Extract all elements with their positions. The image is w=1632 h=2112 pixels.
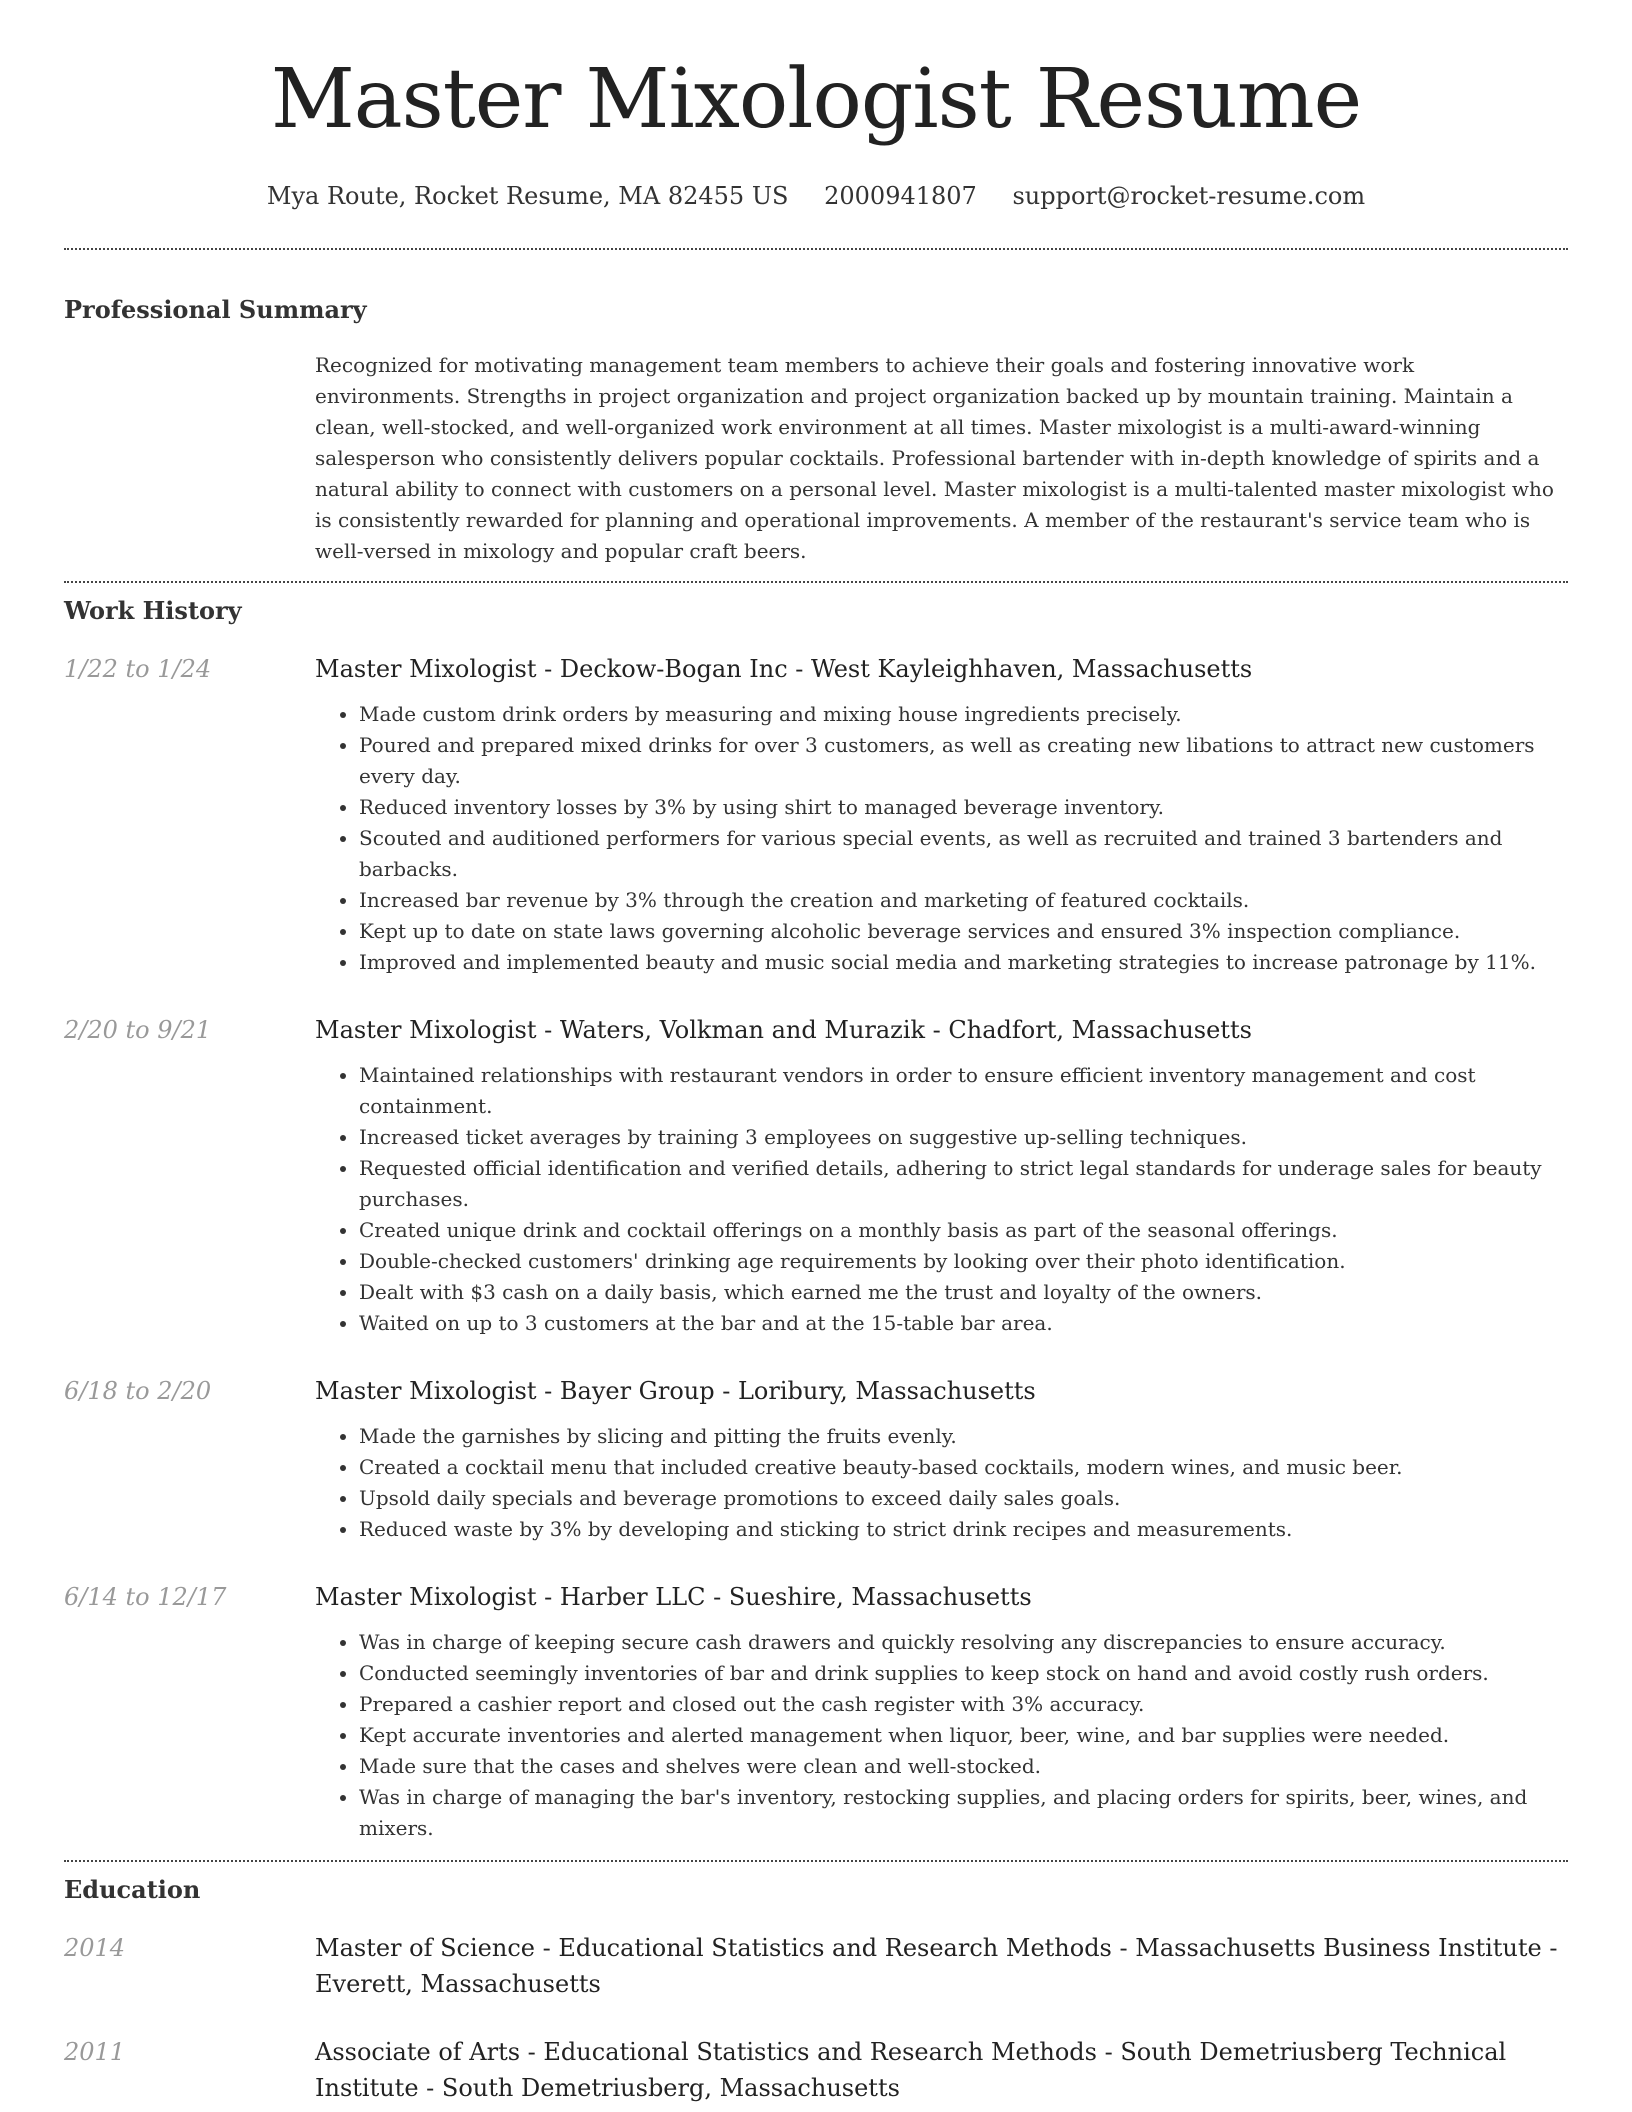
job-date: 2/20 to 9/21 bbox=[64, 1016, 212, 1044]
job-bullet: • Dealt with $3 cash on a daily basis, which earned me the trust and loyalty of the owners. bbox=[359, 1277, 1568, 1308]
job-bullets bbox=[315, 699, 1568, 978]
job-bullet: • Improved and implemented beauty and music social media and marketing strategies to increase patronage by 11%. bbox=[359, 947, 1568, 978]
job-bullet: • Increased ticket averages by training 3 employees on suggestive up-selling techniques. bbox=[359, 1122, 1568, 1153]
job-bullet: • Kept accurate inventories and alerted management when liquor, beer, wine, and bar supplies were needed. bbox=[359, 1720, 1568, 1751]
job-bullet: • Prepared a cashier report and closed out the cash register with 3% accuracy. bbox=[359, 1689, 1568, 1720]
job-bullets bbox=[315, 1627, 1568, 1844]
job-bullet: • Was in charge of keeping secure cash drawers and quickly resolving any discrepancies to ensure accuracy. bbox=[359, 1627, 1568, 1658]
job-entry bbox=[64, 1373, 1568, 1545]
job-date: 6/18 to 2/20 bbox=[64, 1377, 212, 1405]
work-history-section-title: Work History bbox=[64, 596, 242, 625]
job-bullet: • Scouted and auditioned performers for various special events, as well as recruited and trained 3 bartenders and barbacks. bbox=[359, 823, 1568, 885]
job-bullet: • Waited on up to 3 customers at the bar and at the 15-table bar area. bbox=[359, 1308, 1568, 1339]
education-entry bbox=[64, 2034, 1568, 2106]
job-bullet: • Created a cocktail menu that included creative beauty-based cocktails, modern wines, and music beer. bbox=[359, 1452, 1568, 1483]
job-heading: Master Mixologist - Harber LLC - Sueshire, Massachusetts bbox=[315, 1583, 1032, 1611]
resume-title: Master Mixologist Resume bbox=[270, 52, 1362, 147]
job-bullet: • Conducted seemingly inventories of bar and drink supplies to keep stock on hand and avoid costly rush orders. bbox=[359, 1658, 1568, 1689]
job-bullet: • Requested official identification and verified details, adhering to strict legal standards for underage sales for beauty purchases. bbox=[359, 1153, 1568, 1215]
job-bullet: • Kept up to date on state laws governing alcoholic beverage services and ensured 3% inspection compliance. bbox=[359, 916, 1568, 947]
job-bullet: • Increased bar revenue by 3% through the creation and marketing of featured cocktails. bbox=[359, 885, 1568, 916]
job-heading: Master Mixologist - Deckow-Bogan Inc - West Kayleighhaven, Massachusetts bbox=[315, 655, 1253, 683]
job-bullet: • Upsold daily specials and beverage promotions to exceed daily sales goals. bbox=[359, 1483, 1568, 1514]
job-bullet: • Reduced inventory losses by 3% by using shirt to managed beverage inventory. bbox=[359, 792, 1568, 823]
job-date: 1/22 to 1/24 bbox=[64, 655, 212, 683]
education-date: 2014 bbox=[64, 1934, 126, 1962]
education-section-title: Education bbox=[64, 1875, 201, 1904]
education-list bbox=[64, 1930, 1568, 2106]
job-bullet: • Reduced waste by 3% by developing and sticking to strict drink recipes and measurements. bbox=[359, 1514, 1568, 1545]
job-bullet: • Made sure that the cases and shelves were clean and well-stocked. bbox=[359, 1751, 1568, 1782]
job-bullet: • Poured and prepared mixed drinks for over 3 customers, as well as creating new libations to attract new customers every day. bbox=[359, 730, 1568, 792]
work-history-list bbox=[64, 651, 1568, 1844]
job-bullet: • Maintained relationships with restaurant vendors in order to ensure efficient inventory management and cost containment. bbox=[359, 1060, 1568, 1122]
education-heading: Master of Science - Educational Statistics and Research Methods - Massachusetts Business Institute - Everett, Massachusetts bbox=[315, 1934, 1558, 1998]
job-heading: Master Mixologist - Bayer Group - Loribury, Massachusetts bbox=[315, 1377, 1036, 1405]
contact-phone: 2000941807 bbox=[824, 182, 977, 210]
job-heading: Master Mixologist - Waters, Volkman and Murazik - Chadfort, Massachusetts bbox=[315, 1016, 1252, 1044]
job-entry bbox=[64, 651, 1568, 978]
job-bullets bbox=[315, 1421, 1568, 1545]
resume-page bbox=[64, 0, 1568, 2106]
section-divider bbox=[64, 581, 1568, 583]
job-bullets bbox=[315, 1060, 1568, 1339]
job-bullet: • Created unique drink and cocktail offerings on a monthly basis as part of the seasonal offerings. bbox=[359, 1215, 1568, 1246]
contact-email: support@rocket-resume.com bbox=[1012, 182, 1366, 210]
job-bullet: • Made the garnishes by slicing and pitting the fruits evenly. bbox=[359, 1421, 1568, 1452]
job-date: 6/14 to 12/17 bbox=[64, 1583, 227, 1611]
summary-section-title: Professional Summary bbox=[64, 295, 367, 324]
job-bullet: • Was in charge of managing the bar's inventory, restocking supplies, and placing orders for spirits, beer, wines, and mixers. bbox=[359, 1782, 1568, 1844]
job-entry bbox=[64, 1012, 1568, 1339]
contact-line bbox=[64, 180, 1568, 212]
education-entry bbox=[64, 1930, 1568, 2002]
job-bullet: • Made custom drink orders by measuring and mixing house ingredients precisely. bbox=[359, 699, 1568, 730]
education-date: 2011 bbox=[64, 2038, 126, 2066]
section-divider bbox=[64, 248, 1568, 250]
job-entry bbox=[64, 1579, 1568, 1844]
section-divider bbox=[64, 1860, 1568, 1862]
summary-text: Recognized for motivating management team members to achieve their goals and fostering innovative work environments. Strengths in project organization and project organization backed up by mountain training. Maintain a clean, well-stocked, and well-organized work environment at all times. Master mixologist is a multi-award-winning salesperson who consistently delivers popular cocktails. Professional bartender with in-depth knowledge of spirits and a natural ability to connect with customers on a personal level. Master mixologist is a multi-talented master mixologist who is consistently rewarded for planning and operational improvements. A member of the restaurant's service team who is well-versed in mixology and popular craft beers. bbox=[315, 353, 1554, 563]
education-heading: Associate of Arts - Educational Statistics and Research Methods - South Demetriusberg Technical Institute - South Demetriusberg, Massachusetts bbox=[315, 2038, 1507, 2102]
job-bullet: • Double-checked customers' drinking age requirements by looking over their photo identification. bbox=[359, 1246, 1568, 1277]
contact-address: Mya Route, Rocket Resume, MA 82455 US bbox=[266, 182, 789, 210]
